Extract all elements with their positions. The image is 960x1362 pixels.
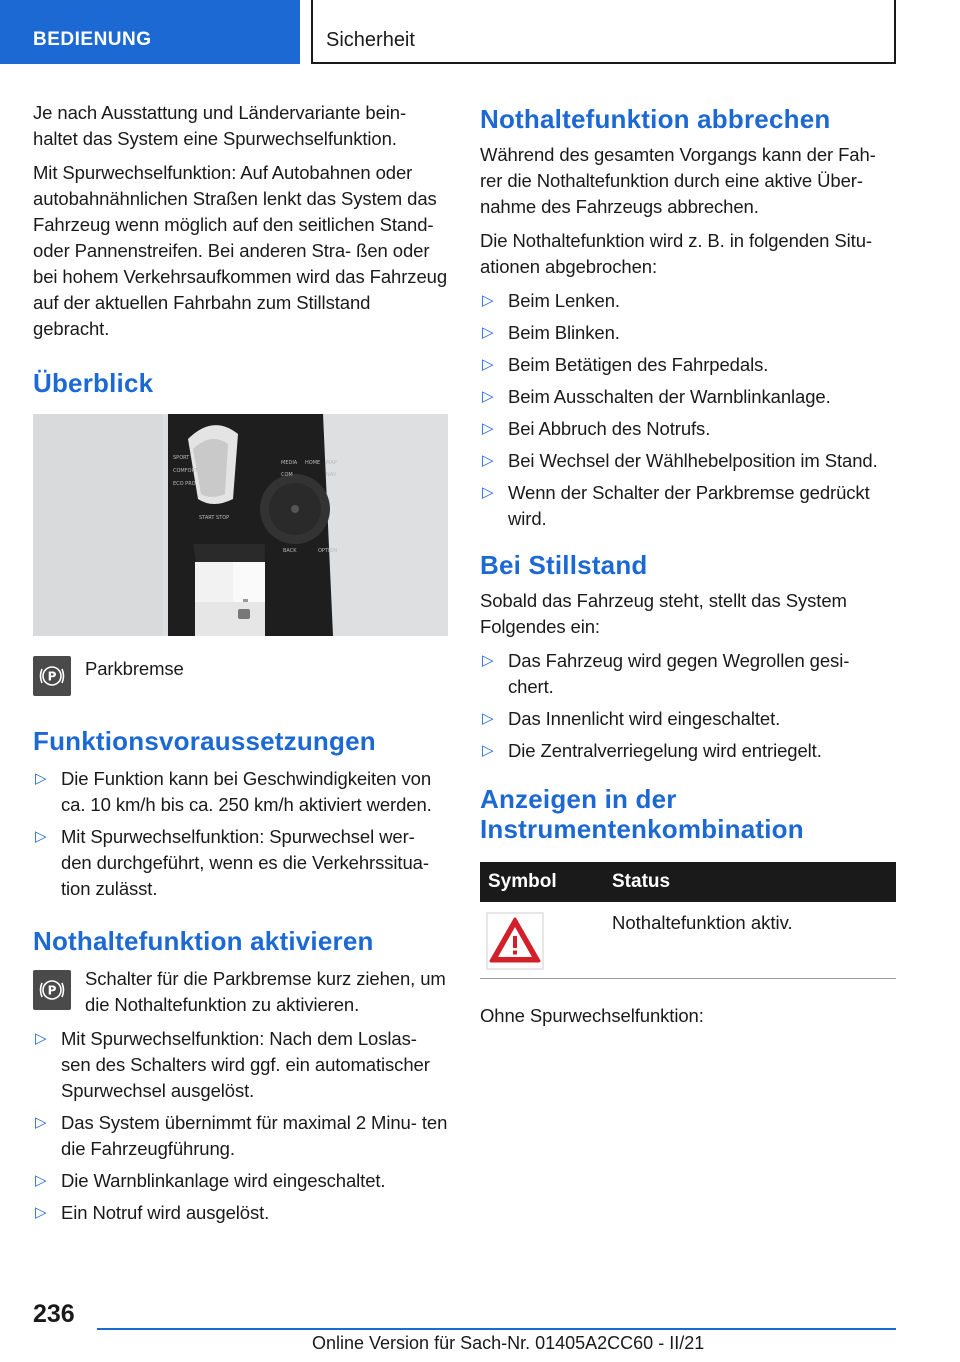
section-title: BEDIENUNG: [33, 29, 152, 50]
standstill-text: Sobald das Fahrzeug steht, stellt das System Folgendes ein:: [480, 590, 847, 637]
overview-heading: Überblick: [33, 368, 154, 398]
bullet-icon: ▷: [482, 420, 494, 437]
bullet-icon: ▷: [482, 484, 494, 501]
svg-text:P: P: [47, 983, 57, 998]
cancel-list: [480, 288, 896, 532]
intro-paragraph: Mit Spurwechselfunktion: Auf Autobahnen oder autobahnähnlichen Straßen lenkt das System das Fahrzeug wenn möglich auf den seitlichen Stand- oder Pannenstreifen. Bei anderen Stra‐ ßen oder bei hohem Verkehrsaufkommen wird das Fahrzeug auf der aktuellen Fahrbahn zum Stillstand gebracht.: [33, 162, 448, 339]
map-label: MAP: [326, 460, 337, 466]
list-item: ▷ Beim Ausschalten der Warnblinkanlage.: [480, 384, 896, 410]
list-item: ▷ Mit Spurwechselfunktion: Nach dem Loslas‐ sen des Schalters wird ggf. ein automatischer Spurwechsel ausgelöst.: [35, 1028, 430, 1101]
bullet-icon: ▷: [35, 770, 47, 787]
warning-triangle-icon: [486, 912, 544, 970]
bullet-icon: ▷: [482, 324, 494, 341]
status-column-header: Status: [604, 862, 896, 902]
svg-text:P: P: [47, 669, 57, 684]
media-label: MEDIA: [281, 460, 298, 466]
footer-version: Online Version für Sach-Nr. 01405A2CC60 - II/21: [312, 1333, 705, 1353]
nav-label: NAV: [326, 472, 337, 478]
comfort-label: COMFORT: [173, 468, 198, 474]
bullet-icon: ▷: [482, 710, 494, 727]
overview-caption-row: [33, 656, 448, 698]
cancel-text: Während des gesamten Vorgangs kann der Fah‐ rer die Nothaltefunktion durch eine aktive Über‐ nahme des Fahrzeugs abbrechen.: [480, 144, 876, 217]
bullet-icon: ▷: [35, 1172, 47, 1189]
symbol-table: [480, 862, 896, 979]
requirements-list: [33, 766, 448, 902]
list-item: ▷ Die Zentralverriegelung wird entriegelt.: [480, 738, 896, 764]
activate-list: [33, 1026, 448, 1226]
right-column: [480, 104, 896, 1037]
bullet-icon: ▷: [482, 292, 494, 309]
status-cell: Nothaltefunktion aktiv.: [604, 902, 896, 978]
list-item: ▷ Beim Betätigen des Fahrpedals.: [480, 352, 896, 378]
list-item: ▷ Das Fahrzeug wird gegen Wegrollen gesi‐ chert.: [482, 650, 850, 697]
parking-brake-icon: [33, 970, 71, 1010]
cancel-text: Die Nothaltefunktion wird z. B. in folgenden Situ‐ ationen abgebrochen:: [480, 230, 872, 277]
activate-row: [33, 966, 448, 1018]
chapter-tab: [311, 0, 896, 64]
center-console-photo: [33, 414, 448, 636]
list-item: ▷ Bei Abbruch des Notrufs.: [480, 416, 896, 442]
bullet-icon: ▷: [482, 356, 494, 373]
list-item: ▷ Mit Spurwechselfunktion: Spurwechsel wer‐ den durchgeführt, wenn es die Verkehrssitua‐ tion zulässt.: [35, 826, 429, 899]
start-stop-label: START STOP: [199, 515, 230, 521]
intro-paragraph: Je nach Ausstattung und Ländervariante bein‐ haltet das System eine Spurwechselfunktion.: [33, 102, 407, 149]
bullet-icon: ▷: [482, 742, 494, 759]
bullet-icon: ▷: [482, 388, 494, 405]
list-item: ▷ Beim Blinken.: [480, 320, 896, 346]
cancel-heading: Nothaltefunktion abbrechen: [480, 104, 831, 134]
left-column: [33, 100, 448, 1232]
chapter-title: Sicherheit: [326, 29, 415, 51]
requirements-heading: Funktionsvoraussetzungen: [33, 726, 376, 756]
home-label: HOME: [305, 460, 321, 466]
bullet-icon: ▷: [482, 652, 494, 669]
symbol-column-header: Symbol: [480, 862, 604, 902]
bullet-icon: ▷: [35, 1030, 47, 1047]
list-item: ▷ Das System übernimmt für maximal 2 Minu‐ ten die Fahrzeugführung.: [35, 1112, 448, 1159]
standstill-heading: Bei Stillstand: [480, 550, 648, 580]
back-label: BACK: [283, 548, 297, 554]
footer-divider: [97, 1328, 896, 1330]
com-label: COM: [281, 472, 293, 478]
bullet-icon: ▷: [35, 1204, 47, 1221]
option-label: OPTION: [318, 548, 338, 554]
section-tab: [0, 0, 300, 64]
activate-heading: Nothaltefunktion aktivieren: [33, 926, 374, 956]
sport-label: SPORT: [173, 455, 190, 461]
list-item: ▷ Wenn der Schalter der Parkbremse gedrückt wird.: [482, 482, 870, 529]
list-item: ▷ Die Funktion kann bei Geschwindigkeiten von ca. 10 km/h bis ca. 250 km/h aktiviert werden.: [35, 768, 432, 815]
list-item: ▷ Beim Lenken.: [480, 288, 896, 314]
parking-brake-icon: [33, 656, 71, 696]
bullet-icon: ▷: [35, 828, 47, 845]
parking-brake-caption: Parkbremse: [85, 658, 184, 679]
list-item: ▷ Bei Wechsel der Wählhebelposition im Stand.: [480, 448, 896, 474]
eco-pro-label: ECO PRO: [173, 481, 196, 487]
standstill-list: [480, 648, 896, 764]
list-item: ▷ Das Innenlicht wird eingeschaltet.: [480, 706, 896, 732]
list-item: ▷ Ein Notruf wird ausgelöst.: [33, 1200, 448, 1226]
table-row: [480, 902, 896, 978]
activate-text: Schalter für die Parkbremse kurz ziehen, um die Nothaltefunktion zu aktivieren.: [85, 968, 446, 1015]
page-number: 236: [33, 1300, 75, 1328]
bullet-icon: ▷: [482, 452, 494, 469]
without-lane-text: Ohne Spurwechselfunktion:: [480, 1004, 704, 1026]
symbol-cell: [480, 902, 604, 978]
display-heading: Anzeigen in der Instrumentenkombination: [480, 784, 804, 844]
bullet-icon: ▷: [35, 1114, 47, 1131]
list-item: ▷ Die Warnblinkanlage wird eingeschaltet.: [33, 1168, 448, 1194]
